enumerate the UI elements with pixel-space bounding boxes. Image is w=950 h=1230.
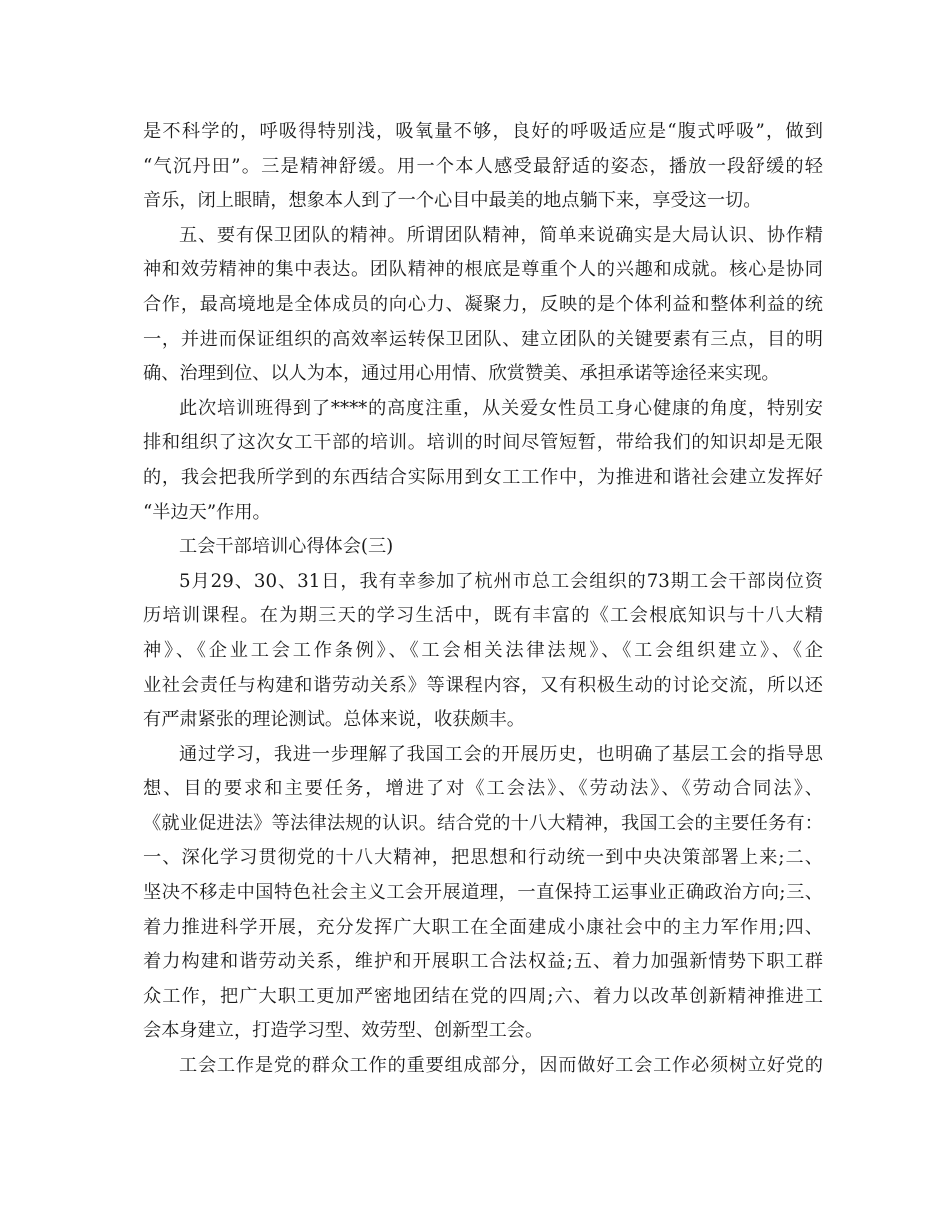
text-line: 一、深化学习贯彻党的十八大精神，把思想和行动统一到中央决策部署上来;二、 (143, 847, 823, 869)
text-line: 业社会责任与构建和谐劳动关系》等课程内容，又有积极生动的讨论交流，所以还 (143, 674, 823, 696)
text-line: 神》、《企业工会工作条例》、《工会相关法律法规》、《工会组织建立》、《企 (143, 639, 823, 661)
text-line: 神和效劳精神的集中表达。团队精神的根底是尊重个人的兴趣和成就。核心是协同 (143, 259, 823, 281)
text-line: 会本身建立，打造学习型、效劳型、创新型工会。 (143, 1020, 544, 1042)
text-line: “半边天”作用。 (143, 501, 271, 523)
text-line: 历培训课程。在为期三天的学习生活中，既有丰富的《工会根底知识与十八大精 (143, 605, 823, 627)
text-line: 着力构建和谐劳动关系，维护和开展职工合法权益;五、着力加强新情势下职工群 (143, 951, 823, 973)
text-line: “气沉丹田”。三是精神舒缓。用一个本人感受最舒适的姿态，播放一段舒缓的轻 (143, 155, 823, 177)
text-line: 排和组织了这次女工干部的培训。培训的时间尽管短暂，带给我们的知识却是无限 (143, 432, 823, 454)
text-line: 是不科学的，呼吸得特别浅，吸氧量不够，良好的呼吸适应是“腹式呼吸”，做到 (143, 121, 823, 142)
text-line: 众工作，把广大职工更加严密地团结在党的四周;六、着力以改革创新精神推进工 (143, 985, 823, 1007)
text-line: 五、要有保卫团队的精神。所谓团队精神，简单来说确实是大局认识、协作精 (179, 224, 823, 246)
text-line: 5月29、30、31日，我有幸参加了杭州市总工会组织的73期工会干部岗位资 (179, 570, 823, 592)
text-line: 确、治理到位、以人为本，通过用心用情、欣赏赞美、承担承诺等途径来实现。 (143, 363, 780, 385)
text-line: 合作，最高境地是全体成员的向心力、凝聚力，反映的是个体利益和整体利益的统 (143, 293, 823, 315)
text-line: 通过学习，我进一步理解了我国工会的开展历史，也明确了基层工会的指导思 (179, 743, 823, 765)
text-line: 工会干部培训心得体会(三) (179, 536, 394, 558)
text-line: 工会工作是党的群众工作的重要组成部分，因而做好工会工作必须树立好党的 (179, 1055, 823, 1077)
document-body (143, 115, 823, 1084)
text-line: 一，并进而保证组织的高效率运转保卫团队、建立团队的关键要素有三点，目的明 (143, 328, 823, 350)
text-line: 此次培训班得到了****的高度注重，从关爱女性员工身心健康的角度，特别安 (179, 397, 823, 419)
text-line: 的，我会把我所学到的东西结合实际用到女工工作中，为推进和谐社会建立发挥好 (143, 466, 823, 488)
text-line: 音乐，闭上眼睛，想象本人到了一个心目中最美的地点躺下来，享受这一切。 (143, 190, 762, 212)
text-line: 有严肃紧张的理论测试。总体来说，收获颇丰。 (143, 709, 525, 731)
text-line: 想、目的要求和主要任务，增进了对《工会法》、《劳动法》、《劳动合同法》、 (143, 778, 823, 800)
text-line: 坚决不移走中国特色社会主义工会开展道理，一直保持工运事业正确政治方向;三、 (143, 882, 823, 904)
text-line: 着力推进科学开展，充分发挥广大职工在全面建成小康社会中的主力军作用;四、 (143, 916, 823, 938)
text-line: 《就业促进法》等法律法规的认识。结合党的十八大精神，我国工会的主要任务有： (143, 812, 823, 834)
